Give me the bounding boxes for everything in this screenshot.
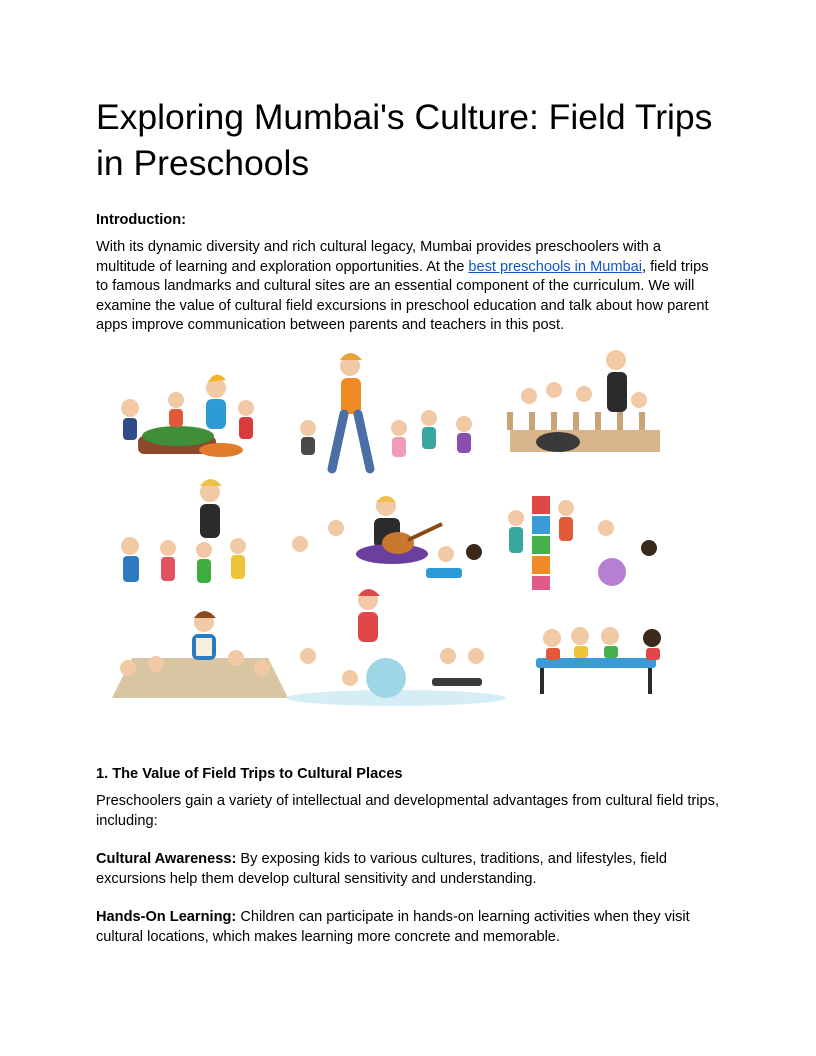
best-preschools-link[interactable]: best preschools in Mumbai: [468, 258, 642, 275]
hands-on-learning-paragraph: [96, 908, 720, 947]
section1-intro: Preschoolers gain a variety of intellectual and developmental advantages from cultural field trips, including:: [96, 793, 720, 829]
hands-on-learning-label: Hands-On Learning:: [96, 909, 237, 925]
cultural-awareness-text: By exposing kids to various cultures, traditions, and lifestyles, field excursions help them develop cultural sensitivity and understanding.: [96, 851, 668, 887]
preschool-activities-illustration: [96, 338, 688, 714]
intro-text-after-link: , field trips to famous landmarks and cultural sites are an essential component of the curriculum. We will examine the value of cultural field excursions in preschool education and talk about how parent apps improve communication between parents and teachers in this post.: [96, 258, 709, 333]
hands-on-learning-text: Children can participate in hands-on learning activities when they visit cultural locations, which makes learning more concrete and memorable.: [96, 909, 690, 945]
section1-heading: 1. The Value of Field Trips to Cultural Places: [96, 766, 403, 782]
intro-paragraph: [96, 238, 720, 336]
intro-text-before-link: With its dynamic diversity and rich cultural legacy, Mumbai provides preschoolers with a multitude of learning and exploration opportunities. At the: [96, 239, 662, 275]
intro-heading: Introduction:: [96, 212, 186, 228]
document-title: Exploring Mumbai's Culture: Field Trips in Preschools: [96, 97, 713, 183]
cultural-awareness-label: Cultural Awareness:: [96, 851, 237, 867]
cultural-awareness-paragraph: [96, 850, 720, 889]
